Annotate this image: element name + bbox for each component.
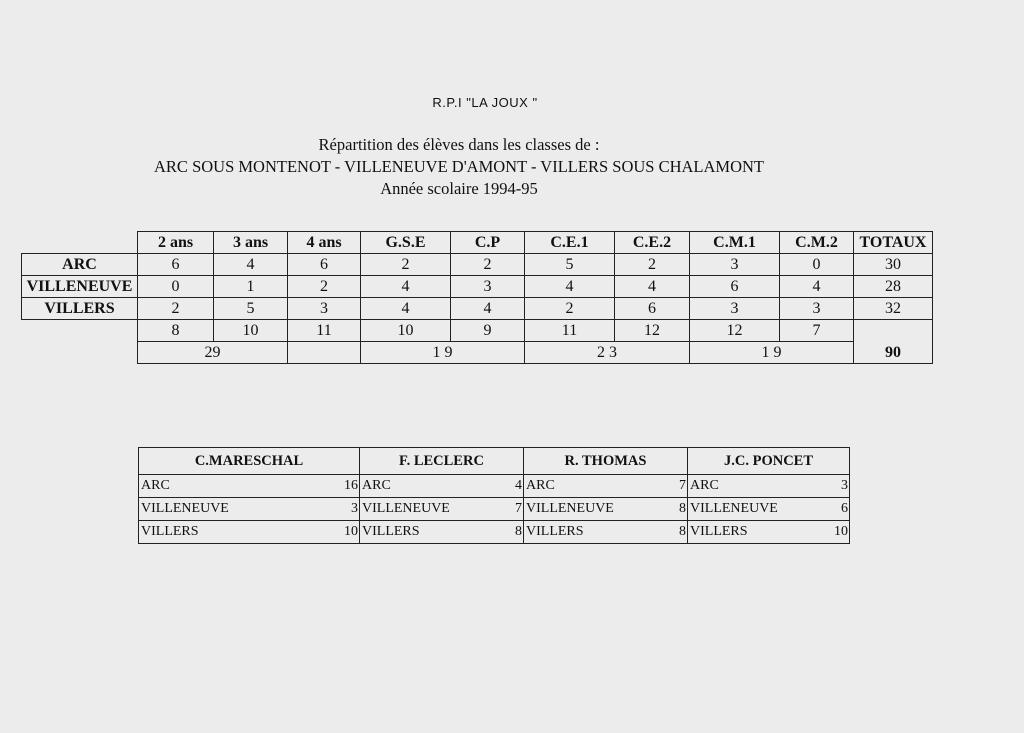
blank-cell xyxy=(22,342,138,364)
village-label: ARC xyxy=(688,475,808,498)
column-total: 11 xyxy=(288,320,361,342)
village-count: 6 xyxy=(808,498,850,521)
village-label: VILLENEUVE xyxy=(688,498,808,521)
table-cell: 3 xyxy=(451,276,525,298)
blank-cell xyxy=(288,342,361,364)
table-row xyxy=(139,475,850,498)
table-row xyxy=(22,276,933,298)
column-total: 8 xyxy=(138,320,214,342)
column-header: 4 ans xyxy=(288,232,361,254)
column-header: C.M.2 xyxy=(780,232,854,254)
table-cell: 4 xyxy=(525,276,615,298)
column-total: 10 xyxy=(214,320,288,342)
table-cell: 5 xyxy=(214,298,288,320)
village-count: 8 xyxy=(473,521,524,544)
village-label: ARC xyxy=(360,475,473,498)
column-header-totals: TOTAUX xyxy=(854,232,933,254)
header-row xyxy=(22,232,933,254)
village-label: VILLENEUVE xyxy=(360,498,473,521)
village-label: VILLENEUVE xyxy=(139,498,309,521)
blank-cell xyxy=(22,320,138,342)
row-total: 30 xyxy=(854,254,933,276)
corner-cell xyxy=(22,232,138,254)
table-cell: 4 xyxy=(361,276,451,298)
group-total-2-3-ans: 29 xyxy=(138,342,288,364)
village-count: 7 xyxy=(637,475,688,498)
column-total: 10 xyxy=(361,320,451,342)
group-total-ce: 2 3 xyxy=(525,342,690,364)
table-cell: 6 xyxy=(615,298,690,320)
row-label: ARC xyxy=(22,254,138,276)
table-cell: 6 xyxy=(138,254,214,276)
table-cell: 6 xyxy=(288,254,361,276)
table-cell: 4 xyxy=(780,276,854,298)
organization-title: R.P.I "LA JOUX " xyxy=(432,95,538,110)
column-header: 3 ans xyxy=(214,232,288,254)
table-cell: 4 xyxy=(451,298,525,320)
table-cell: 1 xyxy=(214,276,288,298)
village-label: ARC xyxy=(524,475,637,498)
village-count: 8 xyxy=(637,498,688,521)
village-label: VILLERS xyxy=(524,521,637,544)
table-cell: 3 xyxy=(690,254,780,276)
table-row xyxy=(22,254,933,276)
column-header: G.S.E xyxy=(361,232,451,254)
table-cell: 2 xyxy=(138,298,214,320)
village-count: 3 xyxy=(808,475,850,498)
table-cell: 4 xyxy=(214,254,288,276)
column-total: 12 xyxy=(690,320,780,342)
village-label: VILLENEUVE xyxy=(524,498,637,521)
table-cell: 3 xyxy=(780,298,854,320)
teacher-name: C.MARESCHAL xyxy=(139,448,360,475)
table-cell: 2 xyxy=(525,298,615,320)
table-cell: 2 xyxy=(615,254,690,276)
row-total: 32 xyxy=(854,298,933,320)
village-count: 10 xyxy=(309,521,360,544)
village-label: VILLERS xyxy=(139,521,309,544)
row-label: VILLERS xyxy=(22,298,138,320)
group-total-gse-cp: 1 9 xyxy=(361,342,525,364)
table-cell: 0 xyxy=(780,254,854,276)
village-label: VILLERS xyxy=(360,521,473,544)
column-totals-row xyxy=(22,320,933,342)
village-count: 7 xyxy=(473,498,524,521)
column-header: C.M.1 xyxy=(690,232,780,254)
table-cell: 2 xyxy=(361,254,451,276)
group-totals-row xyxy=(22,342,933,364)
column-total: 9 xyxy=(451,320,525,342)
table-cell: 4 xyxy=(361,298,451,320)
column-header: 2 ans xyxy=(138,232,214,254)
group-total-cm: 1 9 xyxy=(690,342,854,364)
teachers-table xyxy=(138,447,850,544)
row-label: VILLENEUVE xyxy=(22,276,138,298)
table-cell: 6 xyxy=(690,276,780,298)
table-cell: 4 xyxy=(615,276,690,298)
table-cell: 5 xyxy=(525,254,615,276)
column-header: C.E.2 xyxy=(615,232,690,254)
table-row xyxy=(139,521,850,544)
teacher-name: F. LECLERC xyxy=(360,448,524,475)
village-count: 10 xyxy=(808,521,850,544)
table-cell: 0 xyxy=(138,276,214,298)
village-count: 4 xyxy=(473,475,524,498)
teacher-name: R. THOMAS xyxy=(524,448,688,475)
school-year: Année scolaire 1994-95 xyxy=(380,179,538,198)
teacher-name: J.C. PONCET xyxy=(688,448,850,475)
table-cell: 3 xyxy=(288,298,361,320)
village-count: 3 xyxy=(309,498,360,521)
table-row xyxy=(139,498,850,521)
column-header: C.E.1 xyxy=(525,232,615,254)
column-total: 12 xyxy=(615,320,690,342)
village-count: 16 xyxy=(309,475,360,498)
table-cell: 2 xyxy=(451,254,525,276)
column-header: C.P xyxy=(451,232,525,254)
row-total: 28 xyxy=(854,276,933,298)
document-subtitle: Répartition des élèves dans les classes de : xyxy=(318,135,600,154)
table-cell: 3 xyxy=(690,298,780,320)
table-row xyxy=(22,298,933,320)
village-label: ARC xyxy=(139,475,309,498)
table-cell: 2 xyxy=(288,276,361,298)
village-count: 8 xyxy=(637,521,688,544)
column-total: 11 xyxy=(525,320,615,342)
village-label: VILLERS xyxy=(688,521,808,544)
villages-line: ARC SOUS MONTENOT - VILLENEUVE D'AMONT - VILLERS SOUS CHALAMONT xyxy=(154,157,764,176)
teachers-header-row xyxy=(139,448,850,475)
column-total: 7 xyxy=(780,320,854,342)
repartition-table xyxy=(21,231,933,364)
grand-total: 90 xyxy=(854,320,933,364)
